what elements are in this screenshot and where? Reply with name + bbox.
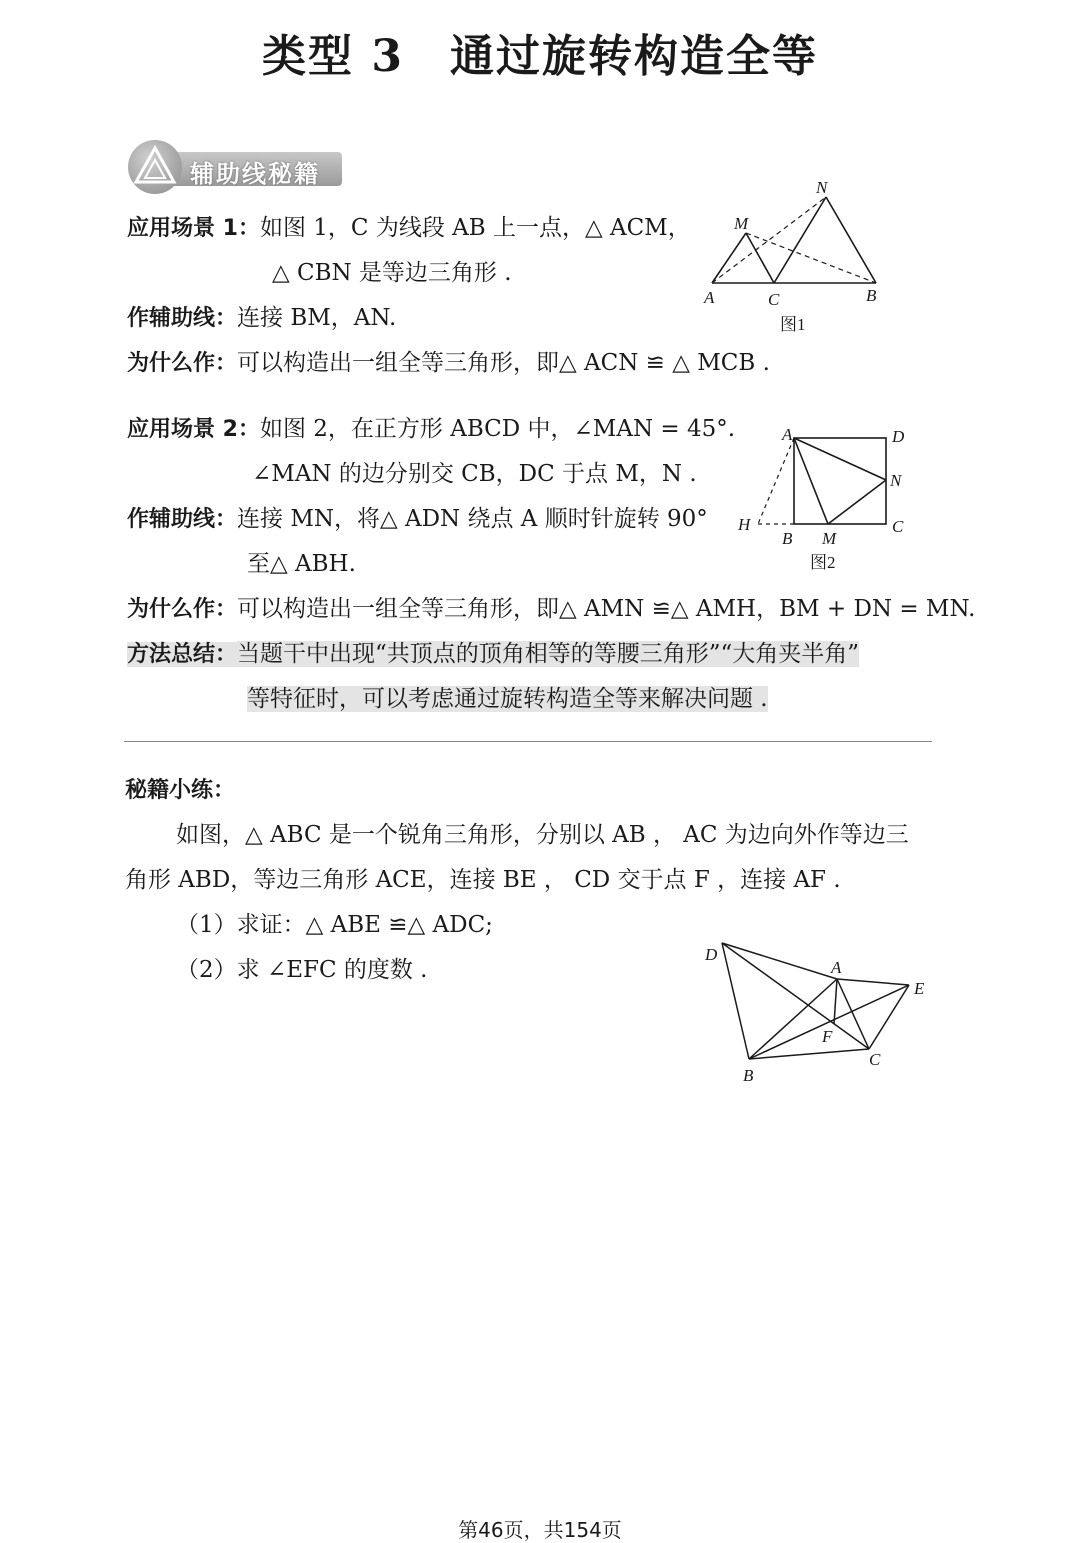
scene1-row1 [127, 213, 691, 244]
scene2-label: 应用场景 2： [127, 417, 260, 442]
fig2-label-m: M [822, 529, 837, 548]
scene1-line2: △ CBN 是等边三角形 . [272, 260, 512, 286]
scene2-aux-text2: 至△ ABH. [247, 551, 356, 577]
scene1-aux-text: 连接 BM，AN. [237, 305, 397, 331]
badge-text: 辅助线秘籍 [190, 160, 320, 188]
fig1-label-a: A [704, 288, 715, 307]
scene2-why-text: 可以构造出一组全等三角形，即△ AMN ≌△ AMH，BM + DN = MN. [237, 596, 976, 622]
triangle-logo-icon [128, 140, 182, 194]
scene2-why-label: 为什么作： [127, 597, 238, 622]
scene2-aux-text1: 连接 MN，将△ ADN 绕点 A 顺时针旋转 90° [237, 506, 708, 532]
practice-para2: 角形 ABD，等边三角形 ACE，连接 BE ， CD 交于点 F ，连接 AF . [125, 867, 841, 893]
scene1-why-text: 可以构造出一组全等三角形，即△ ACN ≌ △ MCB . [237, 350, 770, 376]
summary-line1: 当题干中出现“共顶点的顶角相等的等腰三角形”“大角夹半角” [237, 641, 860, 667]
scene2-line1: 如图 2，在正方形 ABCD 中，∠MAN = 45°. [259, 416, 736, 442]
scene1-aux-row [127, 303, 396, 334]
fig1-label-m: M [734, 214, 749, 233]
fig3-label-d: D [705, 945, 718, 964]
practice-q2: （2）求 ∠EFC 的度数 . [176, 957, 428, 983]
scene1-why-row [127, 348, 770, 379]
fig2-label-c: C [892, 517, 904, 536]
scene1-why-label: 为什么作： [127, 351, 238, 376]
fig2-label-b: B [782, 529, 793, 548]
scene2-aux-label: 作辅助线： [127, 507, 238, 532]
summary-row2 [247, 684, 768, 714]
fig2-label-n: N [890, 471, 902, 490]
page-title: 类型 3 通过旋转构造全等 [262, 31, 818, 82]
figure-1 [700, 175, 900, 340]
figure-2 [730, 420, 920, 580]
fig3-label-a: A [831, 958, 842, 977]
fig2-label-d: D [892, 427, 905, 446]
fig3-label-e: E [914, 979, 925, 998]
fig1-label-c: C [768, 290, 780, 309]
fig3-label-b: B [743, 1066, 754, 1085]
summary-row1 [127, 639, 859, 670]
scene2-why-row [127, 594, 975, 625]
summary-label: 方法总结： [127, 642, 238, 667]
fig3-label-c: C [869, 1050, 881, 1069]
fig2-caption: 图2 [810, 553, 836, 572]
fig1-label-b: B [866, 286, 877, 305]
page-footer: 第46页，共154页 [458, 1518, 622, 1542]
section-divider [124, 741, 932, 742]
scene2-line2: ∠MAN 的边分别交 CB，DC 于点 M，N . [252, 461, 697, 487]
figure-3 [695, 935, 945, 1095]
practice-label: 秘籍小练： [125, 778, 236, 803]
practice-para1: 如图，△ ABC 是一个锐角三角形，分别以 AB ， AC 为边向外作等边三 [176, 822, 909, 848]
scene1-label: 应用场景 1： [127, 216, 260, 241]
fig3-label-f: F [822, 1027, 833, 1046]
scene1-aux-label: 作辅助线： [127, 306, 238, 331]
scene2-row1 [127, 414, 735, 445]
fig1-label-n: N [816, 178, 828, 197]
summary-line2: 等特征时，可以考虑通过旋转构造全等来解决问题 . [247, 686, 768, 712]
section-badge [128, 140, 342, 190]
fig1-caption: 图1 [780, 315, 806, 334]
practice-q1: （1）求证：△ ABE ≌△ ADC; [176, 912, 493, 938]
scene1-line1: 如图 1，C 为线段 AB 上一点，△ ACM， [259, 215, 691, 241]
scene2-aux-row [127, 504, 708, 535]
fig2-label-h: H [738, 515, 751, 534]
fig2-label-a: A [782, 425, 793, 444]
